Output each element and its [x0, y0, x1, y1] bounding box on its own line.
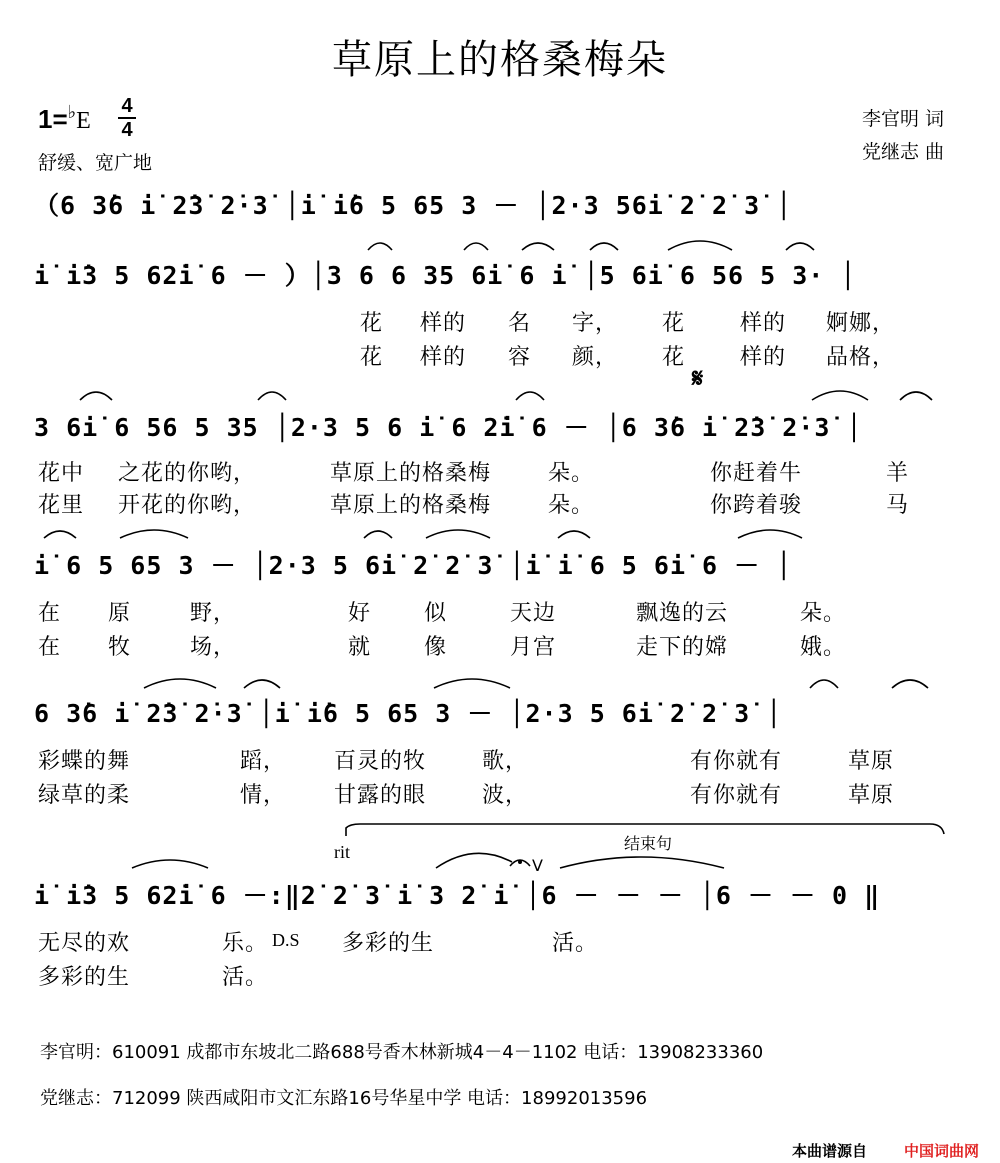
lyric-l2b-0: 花 — [360, 345, 384, 370]
lyric-l5a-5: 草原 — [848, 749, 895, 774]
lyric-l4a-5: 天边 — [510, 601, 557, 626]
lyric-l2b-6: 品格， — [826, 345, 896, 370]
lyric-l3a-4: 你赶着牛 — [710, 461, 803, 486]
lyric-l5b-2: 甘露的眼 — [334, 783, 427, 808]
lyric-l4b-2: 场， — [190, 635, 237, 660]
lyric-l4b-3: 就 — [348, 635, 372, 660]
tempo-marking: 舒缓、宽广地 — [38, 152, 153, 174]
footer-site: 中国词曲网 — [904, 1142, 980, 1160]
lyric-l2a-6: 婀娜， — [826, 311, 896, 336]
lyric-l4a-6: 飘逸的云 — [636, 601, 729, 626]
lyric-l4b-1: 牧 — [108, 635, 132, 660]
lyric-l3b-3: 朵。 — [548, 493, 595, 518]
notation-line-5: 6 3̇6 i̇ 2̇3̇ 2̇·3̇ │i̇ i̇6 5 65 3 － │2·3 5 6i̇ 2̇ 2̇ 3̇ │ — [34, 699, 783, 728]
lyric-l5b-1: 情， — [240, 783, 287, 808]
lyric-l4b-7: 娥。 — [800, 635, 847, 660]
lyric-l3a-0: 花中 — [38, 461, 85, 486]
lyric-l5a-2: 百灵的牧 — [334, 749, 427, 774]
lyric-l2a-5: 样的 — [740, 311, 787, 336]
lyric-l2b-4: 花 — [662, 345, 686, 370]
lyric-l6a-4: 活。 — [552, 931, 599, 956]
lyric-l3a-3: 朵。 — [548, 461, 595, 486]
lyric-l2b-2: 容 — [508, 345, 532, 370]
lyric-l4b-0: 在 — [38, 635, 62, 660]
rit-marking: rit — [334, 842, 350, 862]
lyric-l5a-0: 彩蝶的舞 — [38, 749, 131, 774]
lyric-l4a-1: 原 — [108, 601, 132, 626]
lyric-l5b-4: 有你就有 — [690, 783, 783, 808]
address-lyricist: 李官明：610091 成都市东坡北二路688号香木林新城4－4－1102 电话：13908233360 — [40, 1042, 764, 1063]
lyric-l4a-0: 在 — [38, 601, 62, 626]
lyric-l2a-4: 花 — [662, 311, 686, 336]
lyric-l3a-5: 羊 — [886, 461, 910, 486]
lyric-l6a-0: 无尽的欢 — [38, 931, 131, 956]
lyric-l6a-3: 多彩的生 — [342, 931, 435, 956]
lyric-l5b-0: 绿草的柔 — [38, 783, 131, 808]
lyric-l4b-5: 月宫 — [510, 635, 557, 660]
lyric-l3b-5: 马 — [886, 493, 910, 518]
key-prefix: 1= — [38, 104, 68, 134]
lyric-l5a-1: 蹈， — [240, 749, 287, 774]
lyric-l3b-2: 草原上的格桑梅 — [330, 493, 492, 518]
lyric-l5a-4: 有你就有 — [690, 749, 783, 774]
lyric-l2b-5: 样的 — [740, 345, 787, 370]
lyricist-credit: 李官明 词 — [862, 108, 945, 130]
lyric-l4b-6: 走下的嫦 — [636, 635, 729, 660]
lyric-l4b-4: 像 — [424, 635, 448, 660]
lyric-l5b-5: 草原 — [848, 783, 895, 808]
lyric-l3a-1: 之花的你哟， — [118, 461, 257, 486]
song-title: 草原上的格桑梅朵 — [332, 37, 668, 83]
lyric-l4a-7: 朵。 — [800, 601, 847, 626]
lyric-l3b-0: 花里 — [38, 493, 85, 518]
meter-bottom: 4 — [121, 119, 133, 141]
key-note: E — [76, 108, 91, 134]
lyric-l4a-3: 好 — [348, 601, 372, 626]
lyric-l2a-0: 花 — [360, 311, 384, 336]
lyric-l6b-0: 多彩的生 — [38, 965, 131, 990]
lyric-l3b-4: 你跨着骏 — [710, 493, 803, 518]
lyric-l2a-1: 样的 — [420, 311, 467, 336]
flat-symbol: ♭ — [67, 102, 77, 122]
lyric-l4a-2: 野， — [190, 601, 237, 626]
segno-sign: 𝄋 — [692, 364, 704, 394]
composer-credit: 党继志 曲 — [862, 141, 945, 163]
lyric-l5a-3: 歌， — [482, 749, 529, 774]
notation-line-4: i̇ 6 5 65 3 － │2·3 5 6i̇ 2̇ 2̇ 3̇ │i̇ i̇ 6 5 6i̇ 6 － │ — [34, 551, 793, 580]
lyric-l6a-1: 乐。 — [222, 931, 269, 956]
notation-line-6: i̇ i̇3 5 62̇i̇ 6 －:‖2̇ 2̇ 3̇ i̇ 3 2̇ i̇ │6 － － － │6 － － 0 ‖ — [34, 881, 881, 910]
ds-marking: D.S — [272, 930, 300, 950]
meter-top: 4 — [121, 95, 133, 117]
lyric-l2a-2: 名 — [508, 311, 532, 336]
breath-mark: V — [532, 856, 543, 875]
notation-line-3: 3 6i̇ 6 56 5 35 │2·3 5 6 i̇ 6 2̇i̇ 6 － │6 3̇6 i̇ 2̇3̇ 2̇·3̇ │ — [34, 413, 863, 442]
lyric-l4a-4: 似 — [424, 601, 448, 626]
lyric-l2b-3: 颜， — [572, 345, 619, 370]
lyric-l2a-3: 字， — [572, 311, 619, 336]
lyric-l3a-2: 草原上的格桑梅 — [330, 461, 492, 486]
lyric-l5b-3: 波， — [482, 783, 529, 808]
ending-label: 结束句 — [624, 834, 673, 853]
notation-line-2: i̇ i̇3 5 62̇i̇ 6 － ）│3 6 6 35 6i̇ 6 i̇ │5 6i̇ 6 56 5 3· │ — [34, 261, 857, 290]
address-composer: 党继志：712099 陕西咸阳市文汇东路16号华星中学 电话：18992013596 — [40, 1088, 648, 1109]
lyric-l6b-1: 活。 — [222, 965, 269, 990]
lyric-l3b-1: 开花的你哟， — [118, 493, 257, 518]
footer-source: 本曲谱源自 — [792, 1142, 868, 1160]
lyric-l2b-1: 样的 — [420, 345, 467, 370]
notation-line-1: （6 3̇6 i̇ 2̇3̇ 2̇·3̇ │i̇ i̇6 5 65 3 － │2·3 56i̇ 2̇ 2̇ 3̇ │ — [34, 191, 793, 220]
